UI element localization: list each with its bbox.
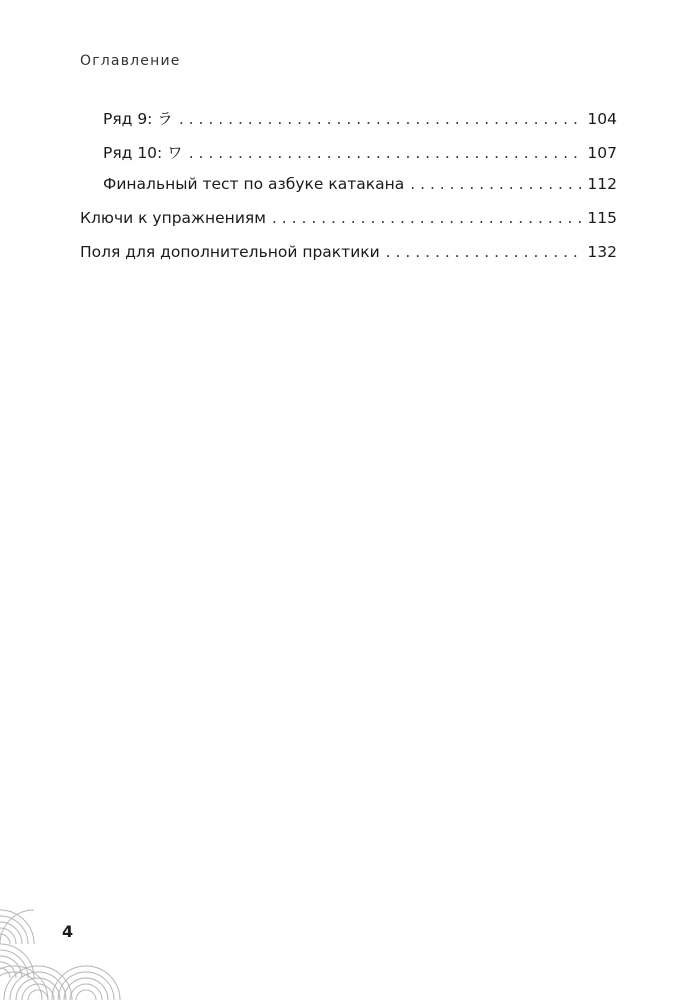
page-number: 4 [62,922,74,941]
dot-leader [386,243,582,261]
toc-entry-practice-fields[interactable] [80,243,617,277]
toc-entry-title: Ряд 10: ワ [103,144,183,162]
toc-entry-answer-keys[interactable] [80,209,617,243]
toc-entry-page: 132 [587,243,617,261]
toc-entry-title: Финальный тест по азбуке катакана [103,175,405,193]
dot-leader [189,144,582,162]
toc-entry-page: 107 [587,144,617,162]
table-of-contents [80,107,617,277]
toc-entry-row-9[interactable] [80,107,617,141]
toc-entry-row-10[interactable] [80,141,617,175]
toc-entry-title: Поля для дополнительной практики [80,243,380,261]
toc-entry-final-test[interactable] [80,175,617,209]
toc-entry-title: Ряд 9: ラ [103,110,173,128]
toc-entry-page: 112 [587,175,617,193]
dot-leader [410,175,581,193]
running-head-title: Оглавление [80,53,181,69]
toc-entry-title: Ключи к упражнениям [80,209,266,227]
toc-entry-page: 104 [587,110,617,128]
dot-leader [272,209,581,227]
toc-entry-page: 115 [587,209,617,227]
dot-leader [179,110,582,128]
